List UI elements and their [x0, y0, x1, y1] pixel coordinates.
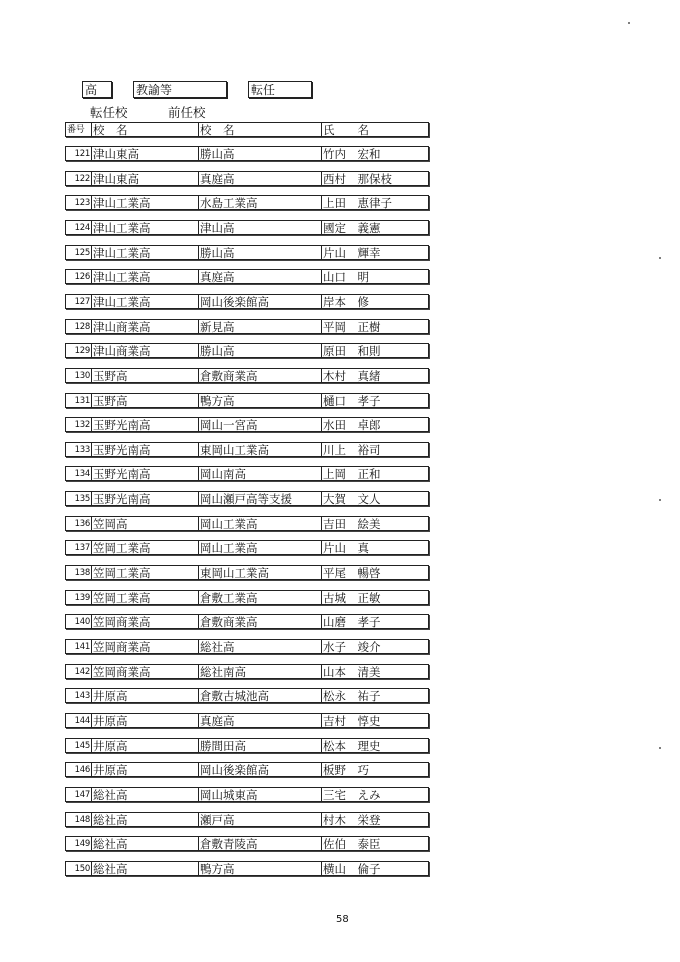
new-school-cell: 笠岡商業高: [91, 615, 199, 628]
new-school-cell: 笠岡工業高: [91, 591, 199, 604]
new-school-cell: 総社高: [91, 837, 199, 850]
prev-school-cell: 岡山南高: [198, 467, 322, 480]
prev-school-cell: 東岡山工業高: [198, 566, 322, 579]
table-row: [65, 590, 429, 605]
row-number: 149: [74, 839, 90, 849]
prev-school-cell: 総社高: [198, 640, 322, 653]
new-school-cell: 津山東高: [91, 147, 199, 160]
prev-school-cell: 岡山後楽館高: [198, 763, 322, 776]
row-number: 142: [74, 667, 90, 677]
name-cell: 片山 真: [321, 541, 428, 554]
row-number: 150: [74, 864, 90, 874]
row-number: 144: [74, 716, 90, 726]
row-number: 127: [74, 297, 90, 307]
prev-school-cell: 東岡山工業高: [198, 443, 322, 456]
new-school-column-header: 校 名: [91, 123, 199, 136]
row-number: 128: [74, 322, 90, 332]
table-row: [65, 294, 429, 309]
name-cell: 佐伯 泰臣: [321, 837, 428, 850]
row-number: 147: [74, 790, 90, 800]
table-row: [65, 836, 429, 851]
prev-school-cell: 岡山瀬戸高等支援: [198, 492, 322, 505]
new-school-cell: 津山商業高: [91, 320, 199, 333]
prev-school-cell: 真庭高: [198, 270, 322, 283]
name-cell: 西村 那保枝: [321, 172, 428, 185]
table-row: [65, 195, 429, 210]
name-cell: 松永 祐子: [321, 689, 428, 702]
new-school-cell: 笠岡高: [91, 517, 199, 530]
table-row: [65, 146, 429, 161]
row-number: 129: [74, 346, 90, 356]
row-number: 126: [74, 272, 90, 282]
position-box: 教諭等: [133, 81, 227, 98]
new-school-cell: 津山工業高: [91, 196, 199, 209]
table-row: [65, 540, 429, 555]
new-school-cell: 笠岡工業高: [91, 566, 199, 579]
name-cell: 平岡 正樹: [321, 320, 428, 333]
table-row: [65, 738, 429, 753]
table-row: [65, 787, 429, 802]
prev-school-cell: 水島工業高: [198, 196, 322, 209]
name-cell: 大賀 文人: [321, 492, 428, 505]
table-row: [65, 343, 429, 358]
table-row: [65, 713, 429, 728]
new-school-cell: 井原高: [91, 763, 199, 776]
name-cell: 村木 栄登: [321, 813, 428, 826]
row-number: 137: [74, 543, 90, 553]
prev-school-cell: 岡山工業高: [198, 541, 322, 554]
name-cell: 片山 輝幸: [321, 246, 428, 259]
new-school-cell: 津山工業高: [91, 221, 199, 234]
table-row: [65, 393, 429, 408]
row-number: 124: [74, 223, 90, 233]
row-number: 136: [74, 519, 90, 529]
new-school-cell: 玉野光南高: [91, 492, 199, 505]
table-row: [65, 491, 429, 506]
row-number: 143: [74, 691, 90, 701]
new-school-cell: 玉野光南高: [91, 418, 199, 431]
number-column-header: 番号: [67, 125, 85, 135]
row-number: 140: [74, 617, 90, 627]
table-row: [65, 368, 429, 383]
prev-school-cell: 勝間田高: [198, 739, 322, 752]
table-header-row: [65, 122, 429, 137]
name-cell: 古城 正敏: [321, 591, 428, 604]
name-cell: 上田 恵律子: [321, 196, 428, 209]
name-cell: 山磨 孝子: [321, 615, 428, 628]
prev-school-cell: 真庭高: [198, 172, 322, 185]
new-school-cell: 総社高: [91, 813, 199, 826]
new-school-cell: 玉野高: [91, 394, 199, 407]
level-box: 高: [82, 81, 112, 98]
prev-school-cell: 倉敷商業高: [198, 369, 322, 382]
new-school-cell: 玉野光南高: [91, 467, 199, 480]
new-school-cell: 総社高: [91, 862, 199, 875]
new-school-cell: 井原高: [91, 689, 199, 702]
new-school-cell: 津山工業高: [91, 295, 199, 308]
prev-school-cell: 真庭高: [198, 714, 322, 727]
name-cell: 横山 倫子: [321, 862, 428, 875]
name-cell: 水子 竣介: [321, 640, 428, 653]
row-number: 125: [74, 248, 90, 258]
table-row: [65, 861, 429, 876]
prev-school-cell: 総社南高: [198, 665, 322, 678]
row-number: 121: [74, 149, 90, 159]
name-cell: 三宅 えみ: [321, 788, 428, 801]
name-cell: 山本 清美: [321, 665, 428, 678]
new-school-cell: 津山商業高: [91, 344, 199, 357]
transfer-type-box: 転任: [248, 81, 312, 98]
new-school-cell: 津山工業高: [91, 270, 199, 283]
name-cell: 板野 巧: [321, 763, 428, 776]
table-row: [65, 762, 429, 777]
scan-speck: [659, 257, 661, 259]
prev-school-cell: 岡山一宮高: [198, 418, 322, 431]
new-school-cell: 津山工業高: [91, 246, 199, 259]
row-number: 135: [74, 494, 90, 504]
prev-school-cell: 鴨方高: [198, 862, 322, 875]
row-number: 122: [74, 174, 90, 184]
table-row: [65, 812, 429, 827]
prev-school-column-header: 校 名: [198, 123, 322, 136]
name-cell: 木村 真緒: [321, 369, 428, 382]
new-school-cell: 井原高: [91, 714, 199, 727]
row-number: 148: [74, 815, 90, 825]
prev-school-cell: 津山高: [198, 221, 322, 234]
row-number: 123: [74, 198, 90, 208]
name-cell: 岸本 修: [321, 295, 428, 308]
name-cell: 水田 卓郎: [321, 418, 428, 431]
table-row: [65, 664, 429, 679]
table-row: [65, 269, 429, 284]
scan-speck: [628, 22, 630, 24]
new-school-cell: 笠岡商業高: [91, 665, 199, 678]
row-number: 133: [74, 445, 90, 455]
scan-speck: [659, 499, 661, 501]
prev-school-cell: 鴨方高: [198, 394, 322, 407]
name-cell: 樋口 孝子: [321, 394, 428, 407]
row-number: 146: [74, 765, 90, 775]
row-number: 130: [74, 371, 90, 381]
row-number: 131: [74, 396, 90, 406]
row-number: 138: [74, 568, 90, 578]
prev-school-cell: 岡山工業高: [198, 517, 322, 530]
new-school-cell: 笠岡工業高: [91, 541, 199, 554]
name-cell: 平尾 暢啓: [321, 566, 428, 579]
new-school-cell: 総社高: [91, 788, 199, 801]
prev-school-cell: 倉敷商業高: [198, 615, 322, 628]
new-school-cell: 笠岡商業高: [91, 640, 199, 653]
table-row: [65, 688, 429, 703]
page-number: 58: [336, 914, 349, 925]
table-row: [65, 319, 429, 334]
name-cell: 松本 理史: [321, 739, 428, 752]
prev-school-cell: 新見高: [198, 320, 322, 333]
table-row: [65, 171, 429, 186]
name-cell: 上岡 正和: [321, 467, 428, 480]
row-number: 139: [74, 593, 90, 603]
new-school-cell: 井原高: [91, 739, 199, 752]
row-number: 145: [74, 741, 90, 751]
table-row: [65, 245, 429, 260]
prev-school-cell: 勝山高: [198, 147, 322, 160]
table-row: [65, 442, 429, 457]
name-cell: 竹内 宏和: [321, 147, 428, 160]
table-row: [65, 614, 429, 629]
prev-school-cell: 倉敷工業高: [198, 591, 322, 604]
name-cell: 山口 明: [321, 270, 428, 283]
row-number: 141: [74, 642, 90, 652]
new-school-cell: 玉野高: [91, 369, 199, 382]
prev-school-cell: 勝山高: [198, 344, 322, 357]
table-row: [65, 639, 429, 654]
prev-school-cell: 岡山城東高: [198, 788, 322, 801]
new-school-heading: 転任校: [90, 105, 128, 120]
prev-school-cell: 瀬戸高: [198, 813, 322, 826]
prev-school-cell: 勝山高: [198, 246, 322, 259]
name-column-header: 氏 名: [321, 123, 428, 136]
name-cell: 國定 義憲: [321, 221, 428, 234]
prev-school-heading: 前任校: [168, 105, 206, 120]
new-school-cell: 津山東高: [91, 172, 199, 185]
table-row: [65, 417, 429, 432]
table-row: [65, 220, 429, 235]
name-cell: 吉田 絵美: [321, 517, 428, 530]
scan-speck: [659, 747, 661, 749]
table-row: [65, 466, 429, 481]
row-number: 132: [74, 420, 90, 430]
row-number: 134: [74, 469, 90, 479]
prev-school-cell: 岡山後楽館高: [198, 295, 322, 308]
table-row: [65, 516, 429, 531]
new-school-cell: 玉野光南高: [91, 443, 199, 456]
table-row: [65, 565, 429, 580]
name-cell: 吉村 惇史: [321, 714, 428, 727]
prev-school-cell: 倉敷古城池高: [198, 689, 322, 702]
prev-school-cell: 倉敷青陵高: [198, 837, 322, 850]
name-cell: 原田 和則: [321, 344, 428, 357]
name-cell: 川上 裕司: [321, 443, 428, 456]
